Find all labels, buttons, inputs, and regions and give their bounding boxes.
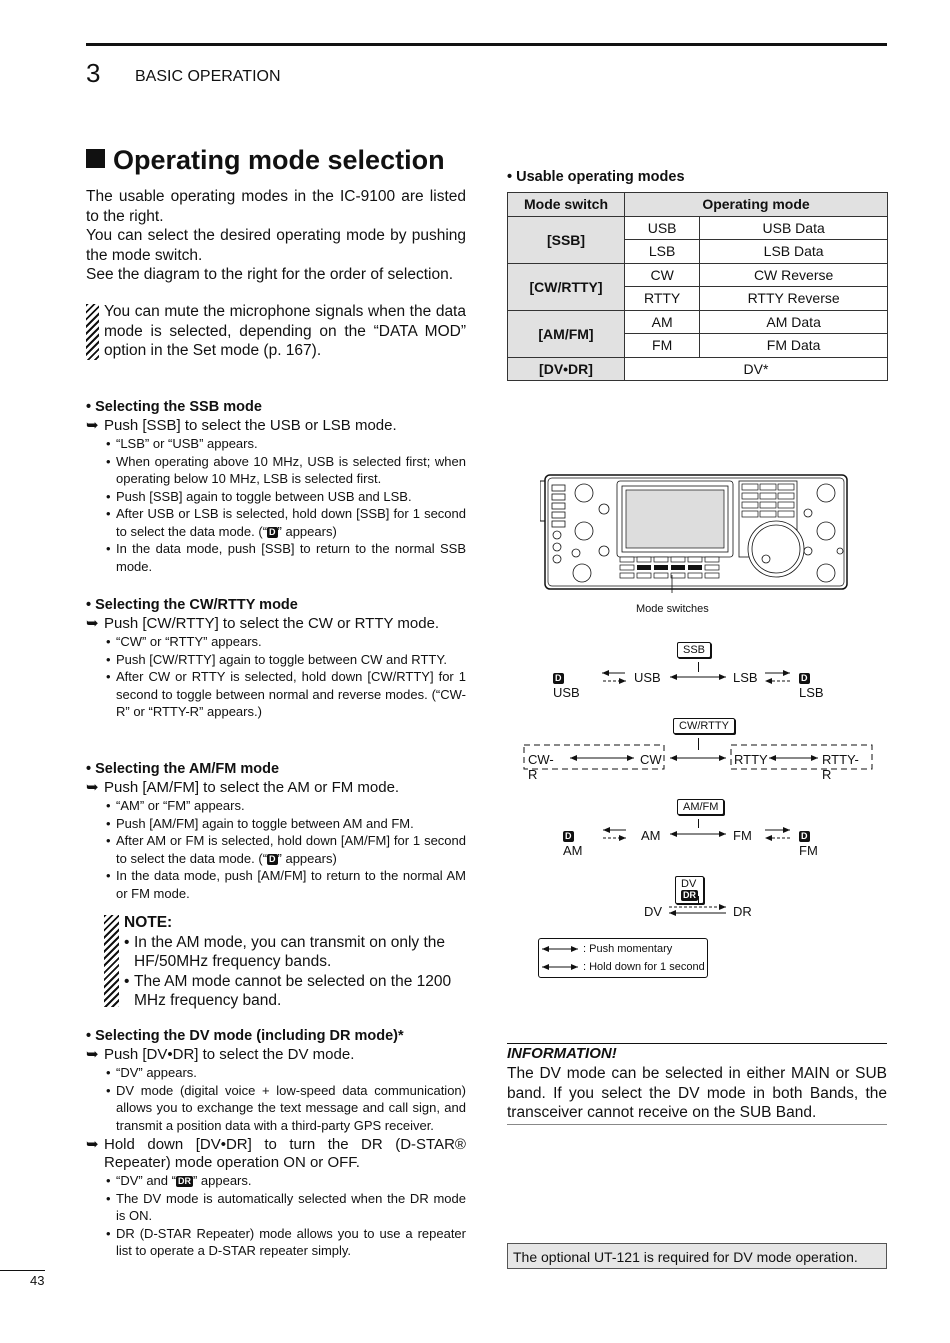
ssb-section: • Selecting the SSB mode ➥ Push [SSB] to select the USB or LSB mode. • “LSB” or “USB” appears. • When operating above 10 MHz, USB is selected first; when operating below 10 MHz, LSB is selected first. • Push [SSB] again to toggle between USB and LSB. • After USB or LSB is selected, hold down [SSB] for 1 second to select the data mode. (“ D ” appears) • In the data mode, push [SSB] to return to the normal SSB mode.: [86, 399, 466, 575]
information-title: INFORMATION!: [507, 1045, 617, 1062]
information-body: The DV mode can be selected in either MAIN or SUB band. If you select the DV mode in both Bands, the transceiver cannot receive on the SUB Band.: [507, 1065, 887, 1121]
arrow-icon: ➥: [86, 615, 99, 632]
data-mode-badge-icon: D: [269, 526, 276, 537]
radio-caption: Mode switches: [636, 603, 709, 615]
optional-unit-note: The optional UT-121 is required for DV mode operation.: [507, 1243, 887, 1269]
ssb-button-icon: SSB: [677, 642, 711, 658]
data-mode-badge-icon: D: [269, 853, 276, 864]
dv-section: • Selecting the DV mode (including DR mode)* ➥ Push [DV•DR] to select the DV mode. • “DV” appears. • DV mode (digital voice + low-speed data communication) allows you to exchange the text message and call sign, and transmit a position data with a third-party GPS receiver. ➥ Hold down [DV•DR] to turn the DR (D-STAR® Repeater) mode operation ON or OFF. • “DV” and “ DR ” appears. • The DV mode is automatically selected when the DR mode is ON. • DR (D-STAR Repeater) mode allows you to use a repeater list to operate a D-STAR repeater simply.: [86, 1028, 466, 1260]
data-mode-badge-icon: D: [565, 831, 572, 841]
cw-rtty-button-icon: CW/RTTY: [673, 718, 735, 734]
dr-badge-icon: DR: [177, 1176, 191, 1186]
note-box: NOTE: • In the AM mode, you can transmit on only the HF/50MHz frequency bands. • The AM mode cannot be selected on the 1200 MHz frequency band.: [104, 913, 466, 1011]
intro-text: The usable operating modes in the IC-9100 are listed to the right. You can select the desired operating mode by pushing the mode switch. See the diagram to the right for the order of selection.: [86, 188, 466, 283]
data-mode-badge-icon: D: [801, 831, 808, 841]
arrow-icon: ➥: [86, 779, 99, 796]
page-number: 43: [30, 1273, 45, 1288]
diagram-legend: : Push momentary : Hold down for 1 second: [538, 938, 708, 978]
page-number-rule: [0, 1270, 45, 1271]
data-mode-badge-icon: D: [801, 673, 808, 683]
table-title: • Usable operating modes: [507, 169, 685, 185]
dv-dr-button-icon: DV DR: [675, 876, 704, 904]
arrow-icon: ➥: [86, 1136, 99, 1153]
data-mode-badge-icon: D: [555, 673, 562, 683]
info-rule-bottom: [507, 1124, 887, 1125]
info-rule-top: [507, 1043, 887, 1044]
am-fm-button-icon: AM/FM: [677, 799, 724, 815]
mute-note: You can mute the microphone signals when the data mode is selected, depending on the “DATA MOD” option in the Set mode (p. 167).: [86, 302, 466, 361]
arrow-icon: ➥: [86, 417, 99, 434]
section-title: Operating mode selection: [86, 145, 445, 176]
arrow-icon: ➥: [86, 1046, 99, 1063]
modes-table: Mode switch Operating mode [SSB] USB USB Data LSB LSB Data [CW/RTTY] CW CW Reverse RTTY RTTY Reverse [AM/FM] AM AM Data FM FM Data [DV•DR] DV*: [507, 192, 888, 381]
cw-section: • Selecting the CW/RTTY mode ➥ Push [CW/RTTY] to select the CW or RTTY mode. • “CW” or “RTTY” appears. • Push [CW/RTTY] again to toggle between CW and RTTY. • After CW or RTTY is selected, hold down [CW/RTTY] for 1 second to toggle between normal and reverse modes. (“CW-R” or “RTTY-R” appears.): [86, 597, 466, 721]
amfm-section: • Selecting the AM/FM mode ➥ Push [AM/FM] to select the AM or FM mode. • “AM” or “FM” appears. • Push [AM/FM] again to toggle between AM and FM. • After AM or FM is selected, hold down [AM/FM] for 1 second to select the data mode. (“ D ” appears) • In the data mode, push [AM/FM] to return to the normal AM or FM mode.: [86, 761, 466, 902]
chapter-number: 3: [86, 58, 101, 88]
chapter-title: BASIC OPERATION: [135, 68, 281, 85]
